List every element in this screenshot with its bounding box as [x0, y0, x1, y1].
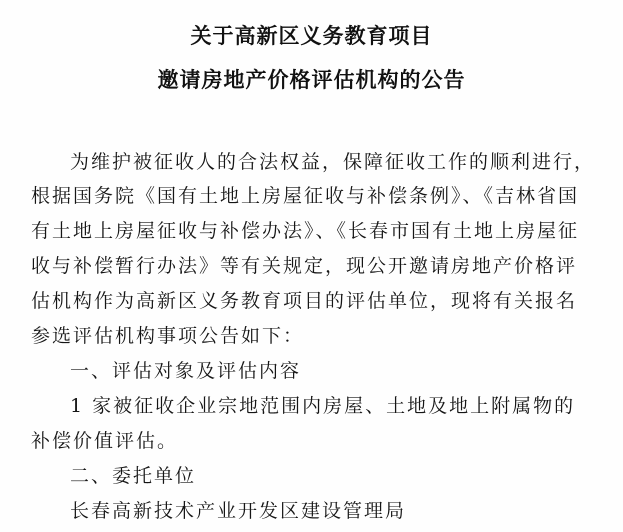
body-line-3: 有土地上房屋征收与补偿办法》、《长春市国有土地上房屋征 — [31, 220, 580, 242]
body-line-6: 参选评估机构事项公告如下： — [31, 325, 305, 347]
body-line-9: 补偿价值评估。 — [31, 430, 179, 452]
body-line-8: 1 家被征收企业宗地范围内房屋、土地及地上附属物的 — [70, 395, 576, 417]
body-line-5: 估机构作为高新区义务教育项目的评估单位，现将有关报名 — [31, 290, 578, 312]
body-line-1: 为维护被征收人的合法权益，保障征收工作的顺利进行， — [70, 151, 596, 173]
section-heading-1: 一、评估对象及评估内容 — [70, 360, 302, 382]
document-title-line-2: 邀请房地产价格评估机构的公告 — [157, 67, 466, 92]
document-title-line-1: 关于高新区义务教育项目 — [190, 23, 433, 48]
body-line-11: 长春高新技术产业开发区建设管理局 — [70, 500, 407, 522]
body-line-4: 收与补偿暂行办法》等有关规定，现公开邀请房地产价格评 — [31, 255, 578, 277]
section-heading-2: 二、委托单位 — [70, 465, 197, 487]
body-line-2: 根据国务院《国有土地上房屋征收与补偿条例》、《吉林省国 — [31, 185, 580, 207]
